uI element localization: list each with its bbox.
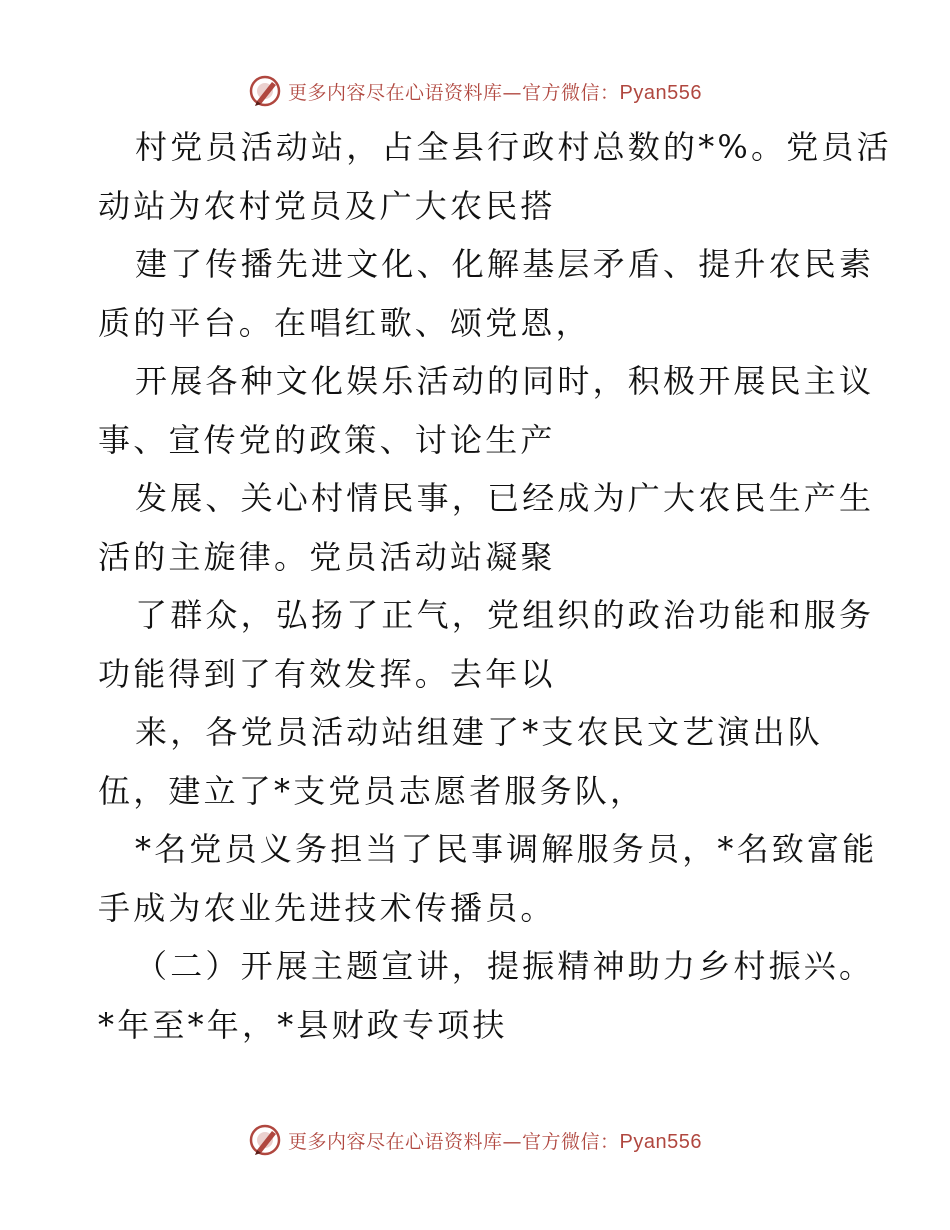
text-line: *年至*年，*县财政专项扶 xyxy=(98,1005,508,1044)
watermark-text: 更多内容尽在心语资料库—官方微信：Pyan556 xyxy=(288,81,702,104)
text-line: 发展、关心村情民事，已经成为广大农民生产生 xyxy=(135,479,875,517)
text-line: 动站为农村党员及广大农民搭 xyxy=(98,186,556,225)
watermark-text: 更多内容尽在心语资料库—官方微信：Pyan556 xyxy=(288,1130,702,1153)
text-line: 来，各党员活动站组建了*支农民文艺演出队 xyxy=(135,713,824,751)
header-watermark xyxy=(0,71,950,111)
text-line: 了群众，弘扬了正气，党组织的政治功能和服务 xyxy=(135,596,875,634)
text-line: （二）开展主题宣讲，提振精神助力乡村振兴。 xyxy=(135,947,875,985)
text-line: 开展各种文化娱乐活动的同时，积极开展民主议 xyxy=(135,362,875,400)
text-line: 功能得到了有效发挥。去年以 xyxy=(98,654,556,693)
document-body xyxy=(98,118,892,1054)
text-line: 活的主旋律。党员活动站凝聚 xyxy=(98,537,556,576)
text-line: 质的平台。在唱红歌、颂党恩， xyxy=(98,303,591,342)
text-line: *名党员义务担当了民事调解服务员，*名致富能 xyxy=(135,830,878,868)
pen-logo-icon xyxy=(248,1123,282,1157)
footer-watermark xyxy=(0,1120,950,1160)
text-line: 建了传播先进文化、化解基层矛盾、提升农民素 xyxy=(135,245,875,283)
text-line: 手成为农业先进技术传播员。 xyxy=(98,888,556,927)
text-line: 伍，建立了*支党员志愿者服务队， xyxy=(98,771,646,810)
text-line: 村党员活动站，占全县行政村总数的*%。党员活 xyxy=(135,128,892,166)
text-line: 事、宣传党的政策、讨论生产 xyxy=(98,420,556,459)
pen-logo-icon xyxy=(248,74,282,108)
